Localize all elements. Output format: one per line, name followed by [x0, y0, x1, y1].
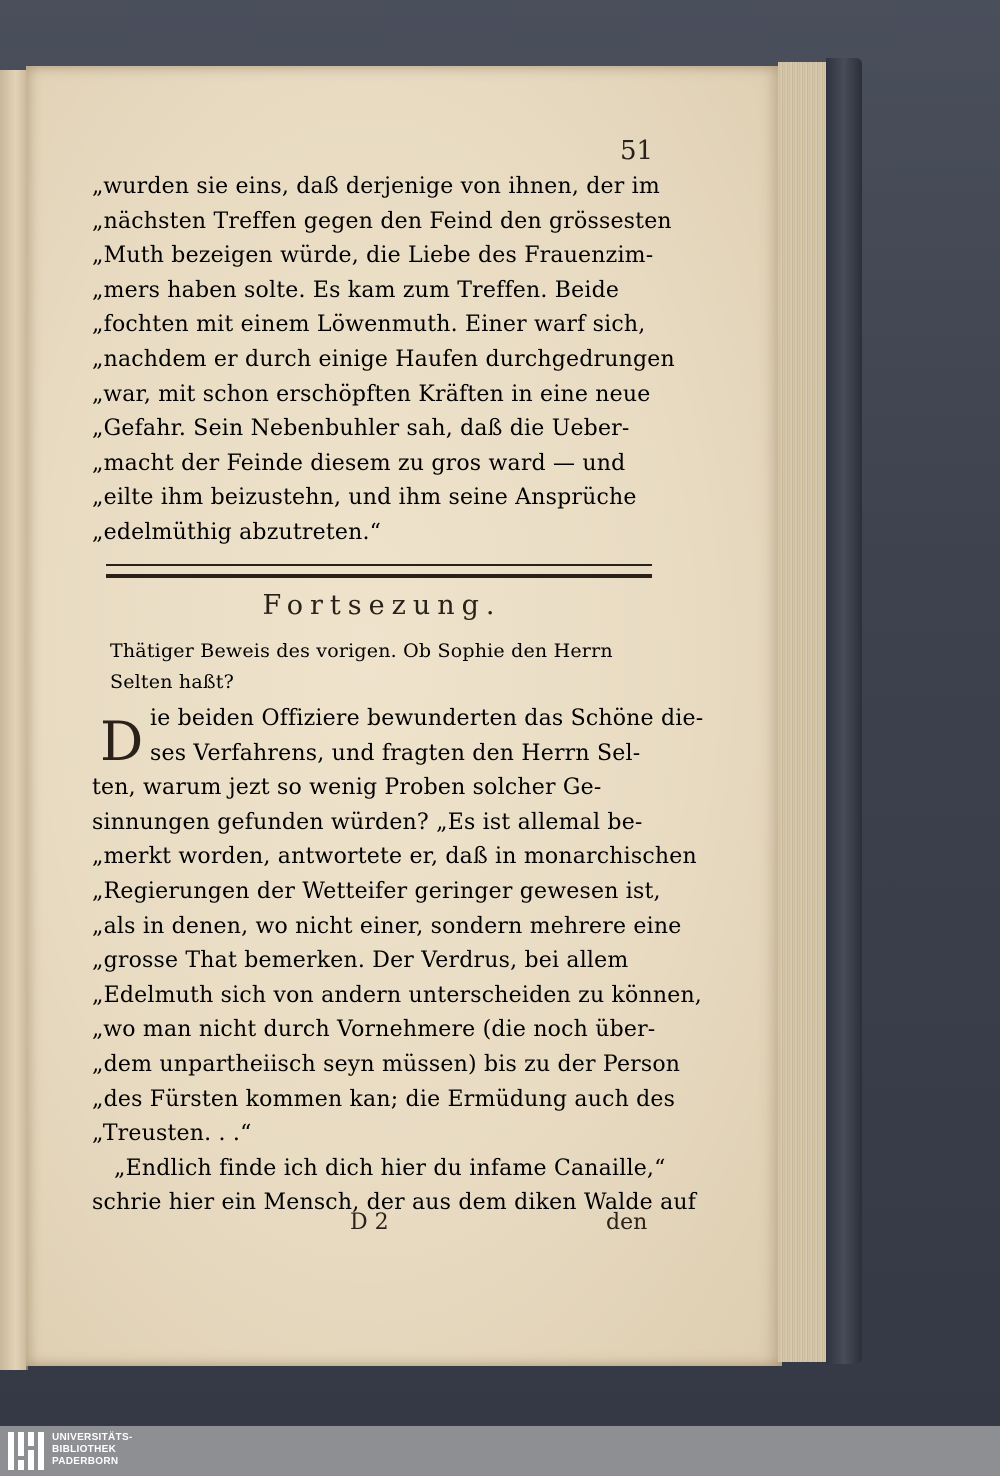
library-name	[52, 1432, 133, 1468]
section-divider	[106, 564, 652, 578]
text-line: „wurden sie eins, daß derjenige von ihnen, der im	[92, 174, 660, 199]
text-line: „Muth bezeigen würde, die Liebe des Frauenzim-	[92, 243, 654, 269]
text-line: „wo man nicht durch Vornehmere (die noch über-	[92, 1017, 656, 1043]
library-name-line: BIBLIOTHEK	[52, 1444, 117, 1455]
text-line: „Endlich finde ich dich hier du infame Canaille,“	[114, 1155, 666, 1181]
library-name-line: PADERBORN	[52, 1456, 119, 1467]
text-line: „Edelmuth sich von andern unterscheiden zu können,	[92, 982, 703, 1008]
drop-cap: D	[100, 710, 144, 773]
library-footer	[0, 1426, 1000, 1476]
text-line: „als in denen, wo nicht einer, sondern mehrere eine	[92, 913, 682, 939]
page-block-edges	[778, 62, 829, 1362]
summary-line: Thätiger Beweis des vorigen. Ob Sophie den Herrn	[110, 640, 613, 662]
text-line: „Treusten. . .“	[92, 1121, 252, 1147]
library-name-line: UNIVERSITÄTS-	[52, 1432, 133, 1443]
text-line: „merkt worden, antwortete er, daß in monarchischen	[92, 844, 697, 870]
text-line: „fochten mit einem Löwenmuth. Einer warf sich,	[92, 312, 646, 338]
text-line: „nachdem er durch einige Haufen durchgedrungen	[92, 346, 675, 372]
catchword: den	[606, 1210, 648, 1235]
text-block-bottom	[92, 702, 704, 1221]
text-line: „Regierungen der Wetteifer geringer gewesen ist,	[92, 878, 661, 904]
page-number: 51	[620, 136, 654, 166]
text-line: „eilte ihm beizustehn, und ihm seine Ansprüche	[92, 485, 637, 511]
text-line: „mers haben solte. Es kam zum Treffen. Beide	[92, 277, 620, 303]
text-line: „Gefahr. Sein Nebenbuhler sah, daß die Ueber-	[92, 416, 630, 442]
text-line: sinnungen gefunden würden? „Es ist allemal be-	[92, 809, 643, 835]
chapter-summary	[110, 636, 670, 698]
text-line: „macht der Feinde diesem zu gros ward — und	[92, 450, 626, 476]
text-line: „dem unpartheiisch seyn müssen) bis zu der Person	[92, 1051, 681, 1077]
left-page-edge	[0, 70, 28, 1370]
text-line: schrie hier ein Mensch, der aus dem diken Walde auf	[92, 1190, 697, 1216]
text-line: ten, warum jezt so wenig Proben solcher Ge-	[92, 775, 602, 801]
printer-signature: D 2	[350, 1210, 389, 1235]
text-line: „nächsten Treffen gegen den Feind den grössesten	[92, 208, 672, 234]
text-line: ie beiden Offiziere bewunderten das Schöne die-	[150, 706, 704, 731]
text-line: „des Fürsten kommen kan; die Ermüdung auch des	[92, 1086, 676, 1112]
text-line: „edelmüthig abzutreten.“	[92, 519, 382, 545]
section-heading: Fortsezung.	[262, 590, 502, 621]
library-logo-icon	[6, 1430, 46, 1472]
text-line: ses Verfahrens, und fragten den Herrn Sel-	[150, 740, 641, 766]
text-line: „war, mit schon erschöpften Kräften in eine neue	[92, 381, 651, 407]
text-line: „grosse That bemerken. Der Verdrus, bei allem	[92, 948, 629, 974]
summary-line: Selten haßt?	[110, 671, 234, 693]
text-block-top	[92, 170, 675, 551]
book-cover	[826, 58, 862, 1364]
